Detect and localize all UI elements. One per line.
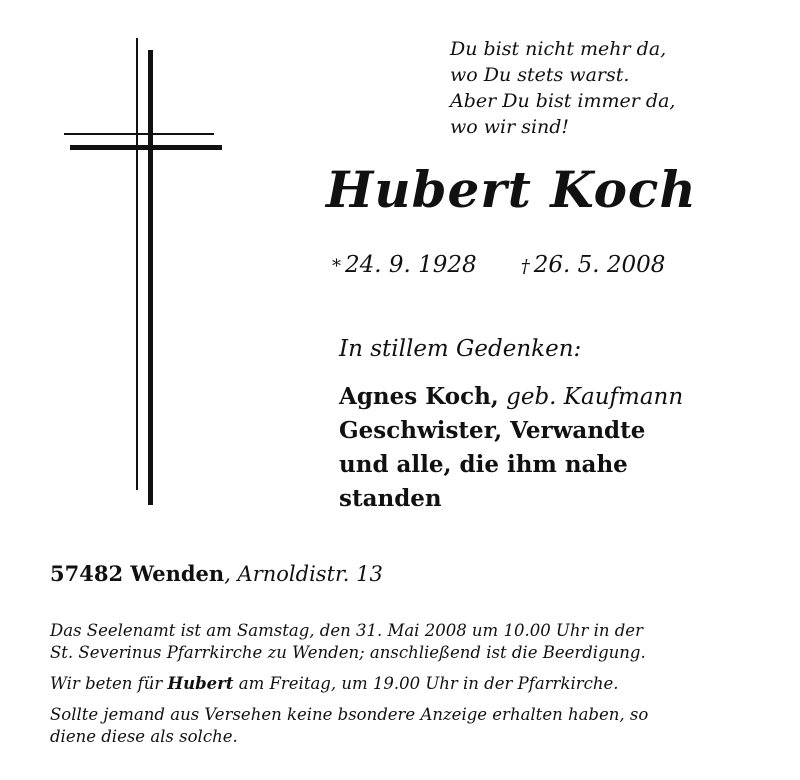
service-notes xyxy=(50,620,770,757)
notice-note-line: diene diese als solche. xyxy=(50,727,238,746)
poem-line: Du bist nicht mehr da, xyxy=(450,38,667,60)
death-symbol: † xyxy=(520,256,530,277)
cross-vertical-thick xyxy=(148,50,153,505)
service-note-line: St. Severinus Pfarrkirche zu Wenden; anschließend ist die Beerdigung. xyxy=(50,643,646,662)
mourner-line: Geschwister, Verwandte xyxy=(339,417,646,444)
notice-note-line: Sollte jemand aus Versehen keine bsondere Anzeige erhalten haben, so xyxy=(50,705,649,724)
service-note xyxy=(50,620,770,664)
mourner-line: standen xyxy=(339,485,442,512)
prayer-note-pre: Wir beten für xyxy=(50,674,168,693)
address-street: , Arnoldistr. 13 xyxy=(224,562,383,586)
mourners-list xyxy=(339,380,683,516)
cross-horizontal-thick xyxy=(70,145,222,150)
death-date: 26. 5. 2008 xyxy=(533,252,666,278)
prayer-note-post: am Freitag, um 19.00 Uhr in der Pfarrkirche. xyxy=(233,674,619,693)
prayer-note-name: Hubert xyxy=(167,674,234,693)
poem-line: Aber Du bist immer da, xyxy=(450,90,676,112)
poem-line: wo wir sind! xyxy=(450,116,570,138)
notice-note xyxy=(50,704,770,748)
cross-vertical-thin xyxy=(136,38,138,490)
memorial-heading: In stillem Gedenken: xyxy=(339,336,582,362)
cross-horizontal-thin xyxy=(64,133,214,135)
address xyxy=(50,561,383,586)
poem xyxy=(450,36,675,140)
poem-line: wo Du stets warst. xyxy=(450,64,630,86)
life-dates xyxy=(332,252,665,278)
spouse-line xyxy=(339,380,683,414)
spouse-name: Agnes Koch, xyxy=(339,383,499,410)
spouse-maiden-name: geb. Kaufmann xyxy=(498,384,684,410)
service-note-line: Das Seelenamt ist am Samstag, den 31. Mai 2008 um 10.00 Uhr in der xyxy=(50,621,643,640)
address-place: 57482 Wenden xyxy=(50,561,225,586)
mourner-line: und alle, die ihm nahe xyxy=(339,451,628,478)
birth-date: 24. 9. 1928 xyxy=(345,252,477,278)
birth-symbol: * xyxy=(332,256,341,277)
deceased-name: Hubert Koch xyxy=(326,160,697,219)
prayer-note xyxy=(50,673,770,695)
